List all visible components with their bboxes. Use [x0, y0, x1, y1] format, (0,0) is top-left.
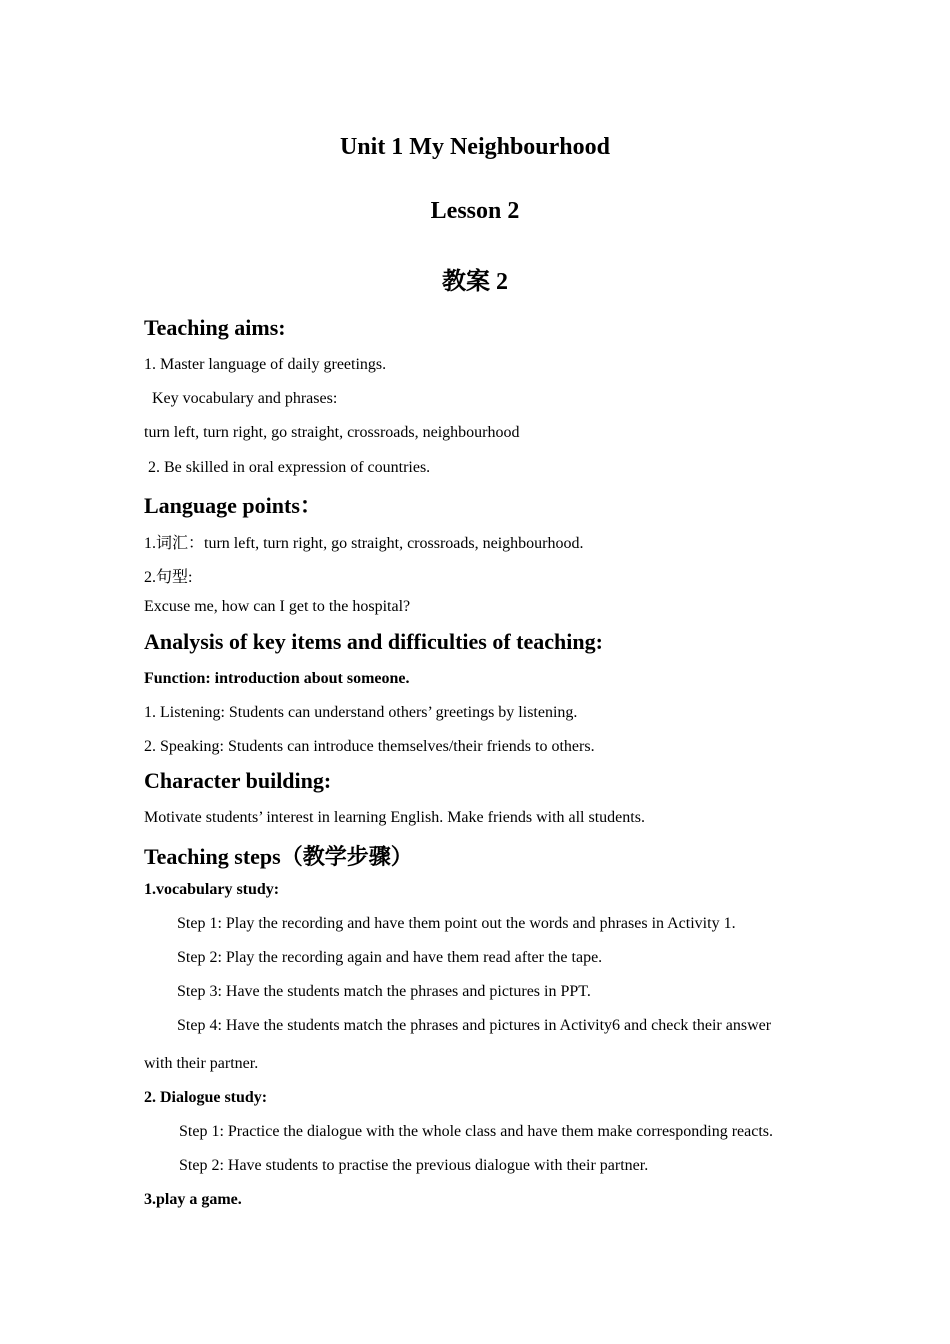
- language-line-3: Excuse me, how can I get to the hospital?: [144, 598, 411, 615]
- language-line-1: 1.词汇：turn left, turn right, go straight, crossroads, neighbourhood.: [144, 535, 584, 552]
- plan-title: 教案 2: [442, 269, 508, 295]
- analysis-line-2: 2. Speaking: Students can introduce themselves/their friends to others.: [144, 738, 595, 755]
- section-game: 3.play a game.: [144, 1191, 242, 1208]
- vocab-step-2: Step 2: Play the recording again and have them read after the tape.: [177, 949, 603, 966]
- vocab-step-3: Step 3: Have the students match the phrases and pictures in PPT.: [177, 983, 591, 1000]
- dialogue-step-2: Step 2: Have students to practise the previous dialogue with their partner.: [179, 1157, 649, 1174]
- aims-line-1: 1. Master language of daily greetings.: [144, 356, 387, 373]
- analysis-heading: Analysis of key items and difficulties of teaching:: [144, 629, 603, 654]
- vocab-step-4: Step 4: Have the students match the phrases and pictures in Activity6 and check their answer: [177, 1017, 772, 1034]
- aims-line-3: turn left, turn right, go straight, crossroads, neighbourhood: [144, 424, 520, 441]
- document-title: Unit 1 My Neighbourhood: [339, 134, 611, 160]
- character-heading: Character building:: [144, 768, 332, 793]
- analysis-function: Function: introduction about someone.: [144, 670, 410, 687]
- section-dialogue: 2. Dialogue study:: [144, 1089, 268, 1106]
- vocab-step-4-continued: with their partner.: [144, 1055, 259, 1072]
- language-line-2: 2.句型:: [144, 569, 193, 586]
- character-line-1: Motivate students’ interest in learning English. Make friends with all students.: [144, 809, 645, 826]
- vocab-step-1: Step 1: Play the recording and have them point out the words and phrases in Activity 1.: [177, 915, 736, 932]
- aims-line-2: Key vocabulary and phrases:: [152, 390, 338, 407]
- language-points-heading: Language points：: [144, 493, 322, 518]
- section-vocabulary: 1.vocabulary study:: [144, 881, 280, 898]
- teaching-aims-heading: Teaching aims:: [144, 315, 286, 340]
- steps-heading: Teaching steps（教学步骤）: [144, 844, 413, 869]
- analysis-line-1: 1. Listening: Students can understand others’ greetings by listening.: [144, 704, 578, 721]
- aims-line-4: 2. Be skilled in oral expression of countries.: [148, 459, 431, 476]
- lesson-title: Lesson 2: [430, 198, 520, 224]
- dialogue-step-1: Step 1: Practice the dialogue with the whole class and have them make corresponding reacts.: [179, 1123, 774, 1140]
